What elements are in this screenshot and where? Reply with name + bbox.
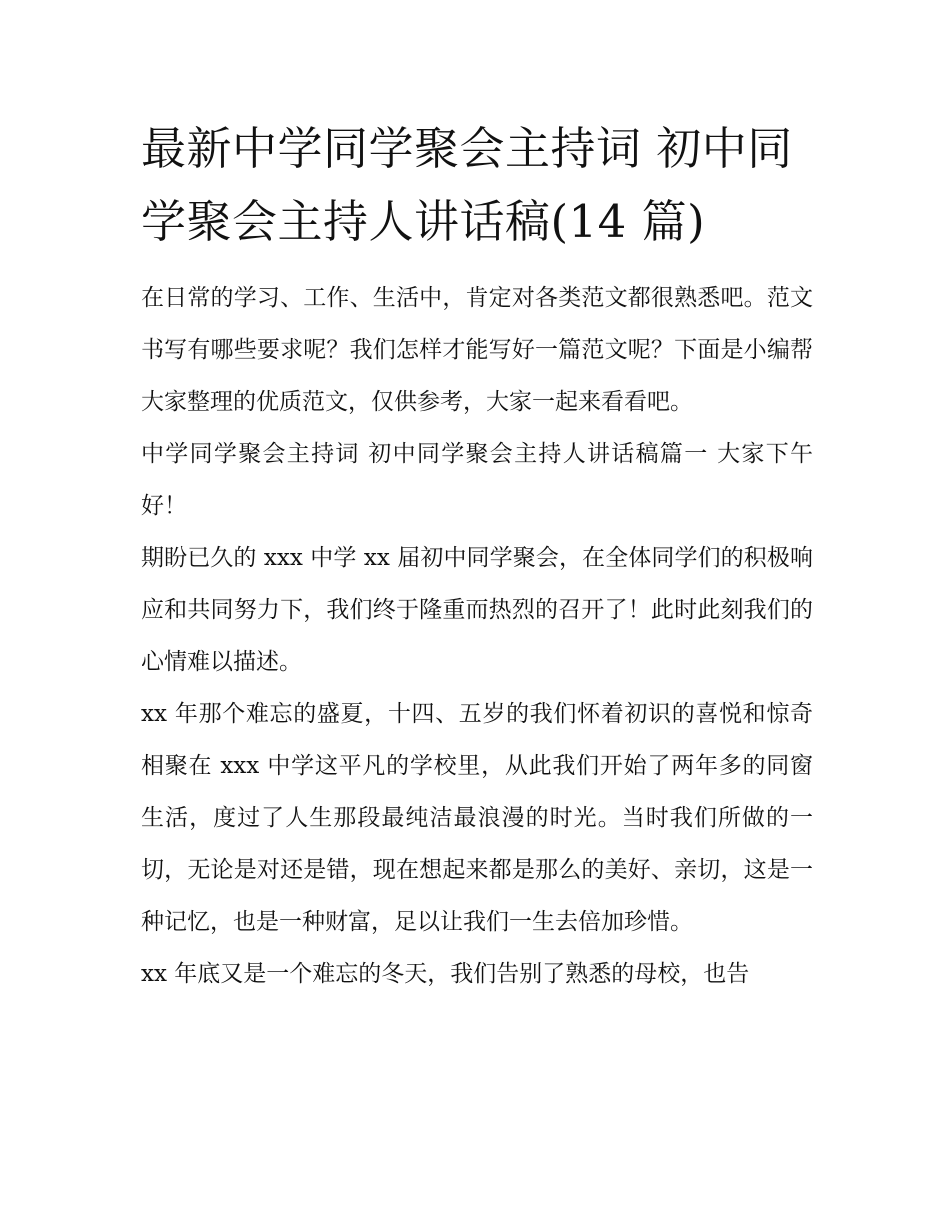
paragraph-farewell: xx 年底又是一个难忘的冬天，我们告别了熟悉的母校，也告 xyxy=(141,961,750,987)
document-body xyxy=(141,112,813,1000)
document-title: 最新中学同学聚会主持词 初中同学聚会主持人讲话稿(14 篇) xyxy=(141,122,793,248)
paragraph-greeting: 中学同学聚会主持词 初中同学聚会主持人讲话稿篇一 大家下午好！ xyxy=(141,441,813,519)
paragraph-opening: 期盼已久的 xxx 中学 xx 届初中同学聚会，在全体同学们的积极响应和共同努力下，我们终于隆重而热烈的召开了！此时此刻我们的心情难以描述。 xyxy=(141,545,813,675)
paragraph-memory: xx 年那个难忘的盛夏，十四、五岁的我们怀着初识的喜悦和惊奇相聚在 xxx 中学这平凡的学校里，从此我们开始了两年多的同窗生活，度过了人生那段最纯洁最浪漫的时光。当时我们所做的一切，无论是对还是错，现在想起来都是那么的美好、亲切，这是一种记忆，也是一种财富，足以让我们一生去倍加珍惜。 xyxy=(141,701,813,935)
paragraph-intro: 在日常的学习、工作、生活中，肯定对各类范文都很熟悉吧。范文书写有哪些要求呢？我们怎样才能写好一篇范文呢？下面是小编帮大家整理的优质范文，仅供参考，大家一起来看看吧。 xyxy=(141,285,813,415)
